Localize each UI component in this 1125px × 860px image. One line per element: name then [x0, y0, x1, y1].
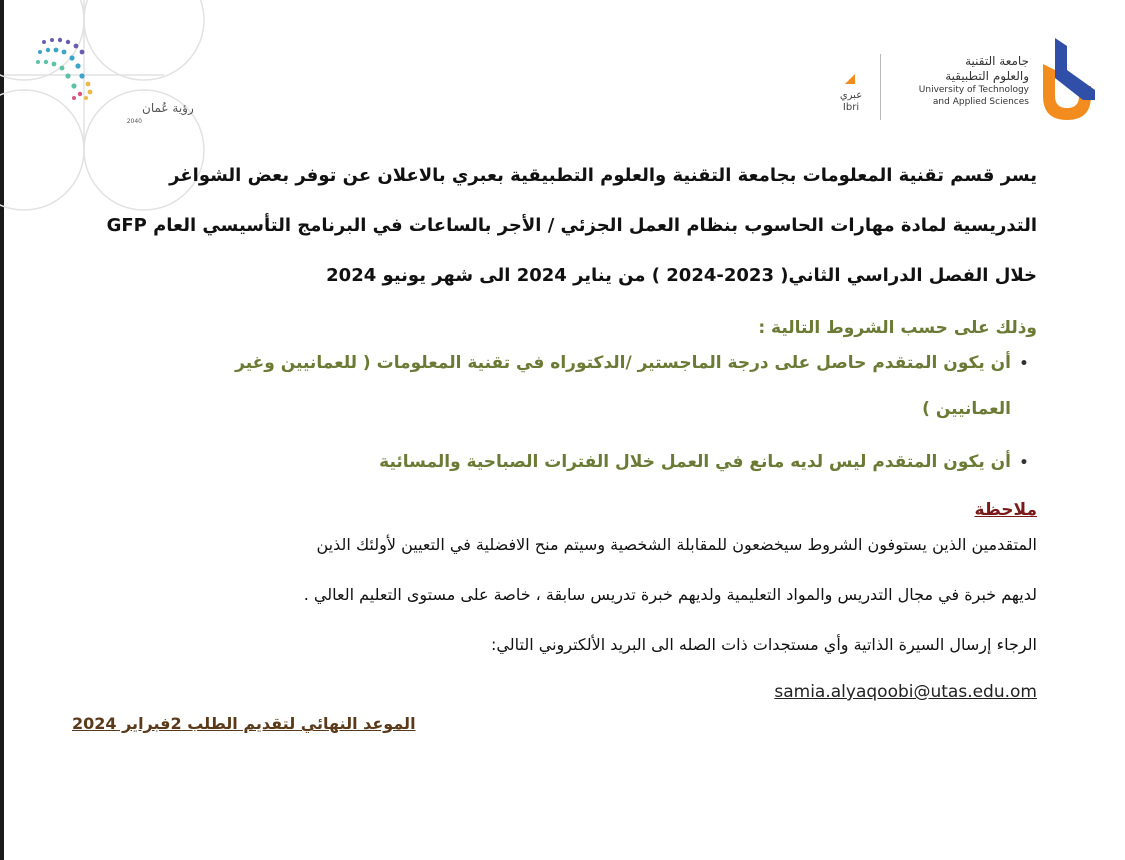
- note-line-3: الرجاء إرسال السيرة الذاتية وأي مستجدات ذات الصله الى البريد الألكتروني التالي:: [491, 635, 1037, 654]
- university-name-ar-2: والعلوم التطبيقية: [945, 69, 1029, 83]
- note-line-1: المتقدمين الذين يستوفون الشروط سيخضعون للمقابلة الشخصية وسيتم منح الافضلية في التعيين لأولئك الذين: [316, 535, 1037, 554]
- oman-vision-2040-logo: [24, 28, 194, 128]
- conditions-heading: وذلك على حسب الشروط التالية :: [758, 318, 1037, 338]
- bullet-icon: •: [1019, 455, 1029, 471]
- intro-line-1: يسر قسم تقنية المعلومات بجامعة التقنية والعلوم التطبيقية بعبري بالاعلان عن توفر بعض الشواغر: [169, 165, 1037, 186]
- university-name-en-1: University of Technology: [918, 85, 1029, 95]
- deadline-text: الموعد النهائي لتقديم الطلب 2فبراير 2024: [72, 714, 416, 733]
- vision-swirl-icon: [24, 28, 194, 128]
- vision-logo-text: رؤية عُمان: [142, 101, 194, 115]
- logo-divider: [880, 54, 881, 120]
- campus-label: [831, 74, 871, 114]
- university-name: [889, 54, 1029, 108]
- intro-line-2: التدريسية لمادة مهارات الحاسوب بنظام العمل الجزئي / الأجر بالساعات في البرنامج التأسيسي العام GFP: [106, 215, 1037, 236]
- condition-text-2: أن يكون المتقدم ليس لديه مانع في العمل خلال الفترات الصباحية والمسائية: [379, 452, 1011, 472]
- condition-text-1: أن يكون المتقدم حاصل على درجة الماجستير /الدكتوراه في تقنية المعلومات ( للعمانيين وغير: [235, 353, 1011, 373]
- campus-mark-icon: [843, 74, 859, 88]
- campus-name-en: Ibri: [842, 102, 860, 113]
- note-line-2: لديهم خبرة في مجال التدريس والمواد التعليمية ولديهم خبرة تدريس سابقة ، خاصة على مستوى التعليم العالي .: [303, 585, 1037, 604]
- vision-logo-year: 2040: [126, 118, 142, 125]
- utas-logo: [807, 34, 1097, 130]
- condition-item-1-continued: العمانيين ): [922, 399, 1011, 419]
- utas-emblem-icon: [1039, 34, 1097, 126]
- condition-item-2: [379, 452, 1037, 472]
- note-title: ملاحظة: [974, 500, 1037, 520]
- letterhead: [0, 0, 1125, 150]
- bullet-icon: •: [1019, 356, 1029, 372]
- campus-name-ar: عبري: [839, 90, 863, 101]
- contact-email-link[interactable]: samia.alyaqoobi@utas.edu.om: [774, 682, 1037, 702]
- university-name-ar-1: جامعة التقنية: [965, 54, 1029, 68]
- intro-line-3: خلال الفصل الدراسي الثاني( 2023-2024 ) من يناير 2024 الى شهر يونيو 2024: [326, 265, 1037, 286]
- university-name-en-2: and Applied Sciences: [932, 97, 1029, 107]
- condition-item-1: [235, 353, 1037, 373]
